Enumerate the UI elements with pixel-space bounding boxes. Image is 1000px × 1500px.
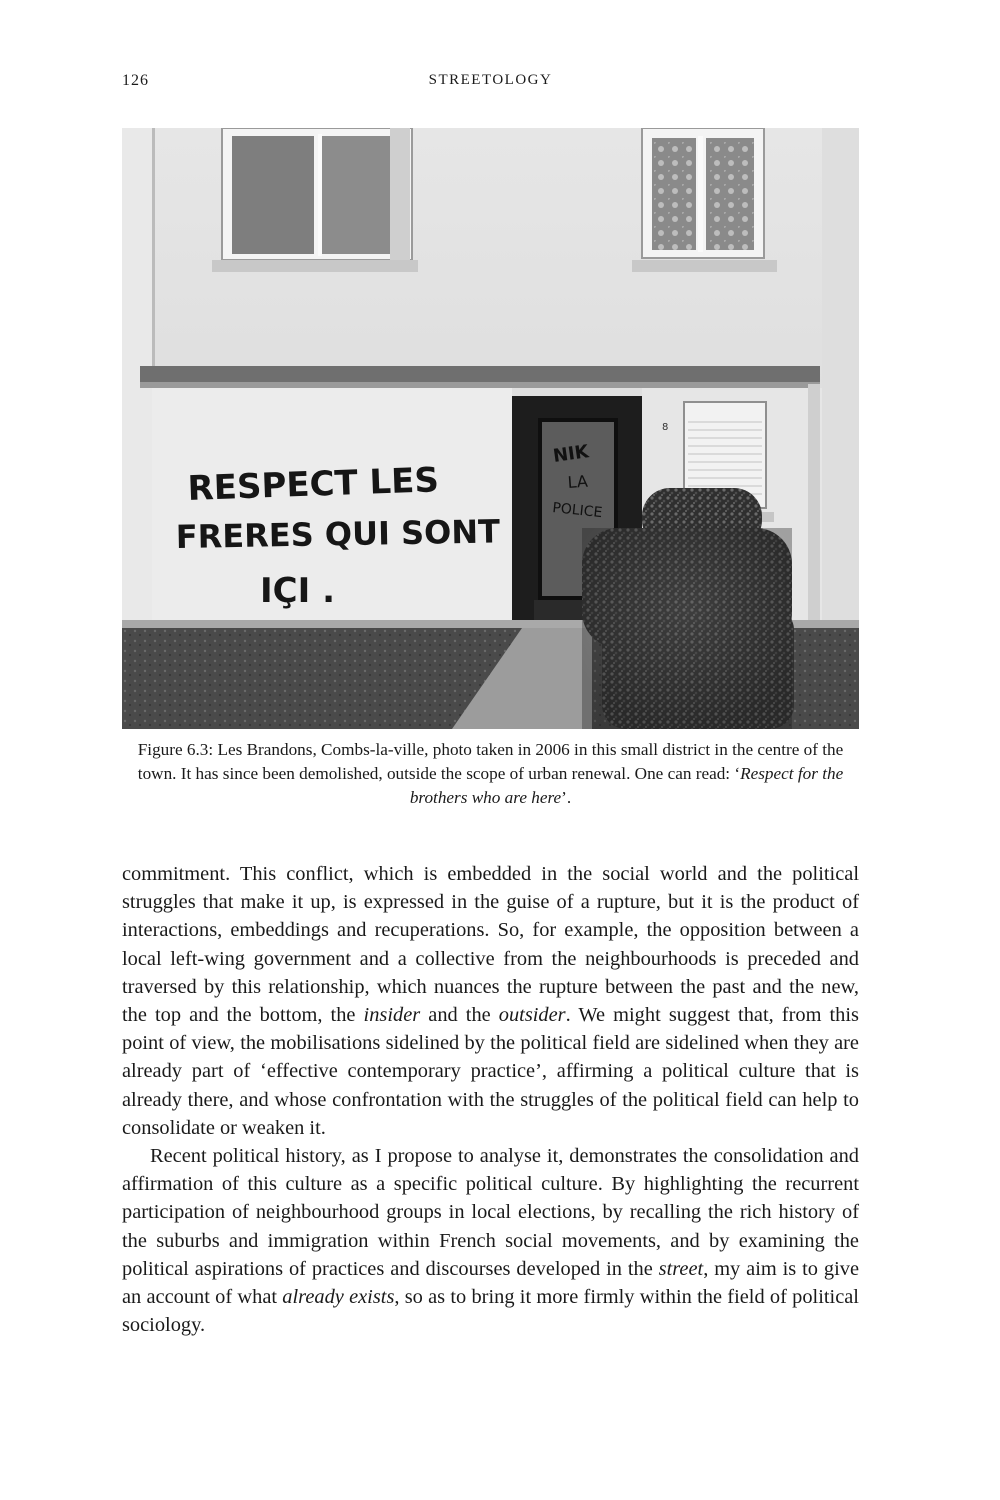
graffiti-line-3: IÇI . [260,571,336,611]
graffiti-line-1: RESPECT LES [186,460,440,509]
running-head [122,72,859,96]
graffiti-line-2: FRERES QUI SONT [175,512,501,556]
paragraph-2-part-c: , so as to bring it more firmly within the field of political sociology. [122,1286,859,1337]
door-graffiti-line-3: POLICE [551,500,603,522]
caption-end: ’. [561,788,572,807]
paragraph-2-part-a: Recent political history, as I propose to analyse it, demonstrates the consolidation and affirmation of this culture as a specific political culture. By highlighting the recurrent participation of neighbourhood groups in local elections, by recalling the rich history of the suburbs and immigration within French social movements, and by examining the political aspirations of practices and discourses developed in the [122,1145,859,1280]
paragraph-1-emphasis-insider: insider [363,1004,421,1027]
body-text [122,860,859,1339]
window-upper-right [632,128,777,272]
caption-text: Figure 6.3: Les Brandons, Combs-la-ville, photo taken in 2006 in this small district in the centre of the town. It has since been demolished, outside the scope of urban renewal. One can read: ‘ [137,740,844,783]
paragraph-1 [122,860,859,1142]
caption-quote: Respect for the brothers who are here [409,764,844,807]
figure-caption [122,738,859,810]
paragraph-2-emphasis-already-exists: already exists [282,1286,395,1309]
paragraph-2 [122,1142,859,1339]
canopy [140,366,820,384]
paragraph-1-part-c: . We might suggest that, from this point of view, the mobilisations sidelined by the political field are sidelined when they are already part of ‘effective contemporary practice’, affirming a political culture that is already there, and whose confrontation with the struggles of the political field can help to consolidate or weaken it. [122,1004,859,1139]
door-graffiti-line-2: LA [566,471,589,492]
running-title: STREETOLOGY [428,72,553,88]
photo-illustration [122,128,859,729]
window-upper-left [212,128,418,272]
page-number: 126 [122,72,149,89]
paragraph-2-part-b: , my aim is to give an account of what [122,1257,859,1309]
door-number: 8 [662,422,669,433]
paragraph-1-emphasis-outsider: outsider [498,1004,566,1027]
paragraph-1-part-b: and the [420,1004,499,1027]
paragraph-1-part-a: commitment. This conflict, which is embedded in the social world and the political struggles that make it up, is expressed in the guise of a rupture, but it is the product of interactions, embeddings and recuperations. So, for example, the opposition between a local left-wing government and a collective from the neighbourhoods is preceded and traversed by this relationship, which nuances the rupture between the past and the new, the top and the bottom, the [122,863,859,1027]
door-graffiti-line-1: NIK [551,441,591,467]
paragraph-2-emphasis-street: street [658,1257,704,1280]
figure-photo [122,128,859,729]
